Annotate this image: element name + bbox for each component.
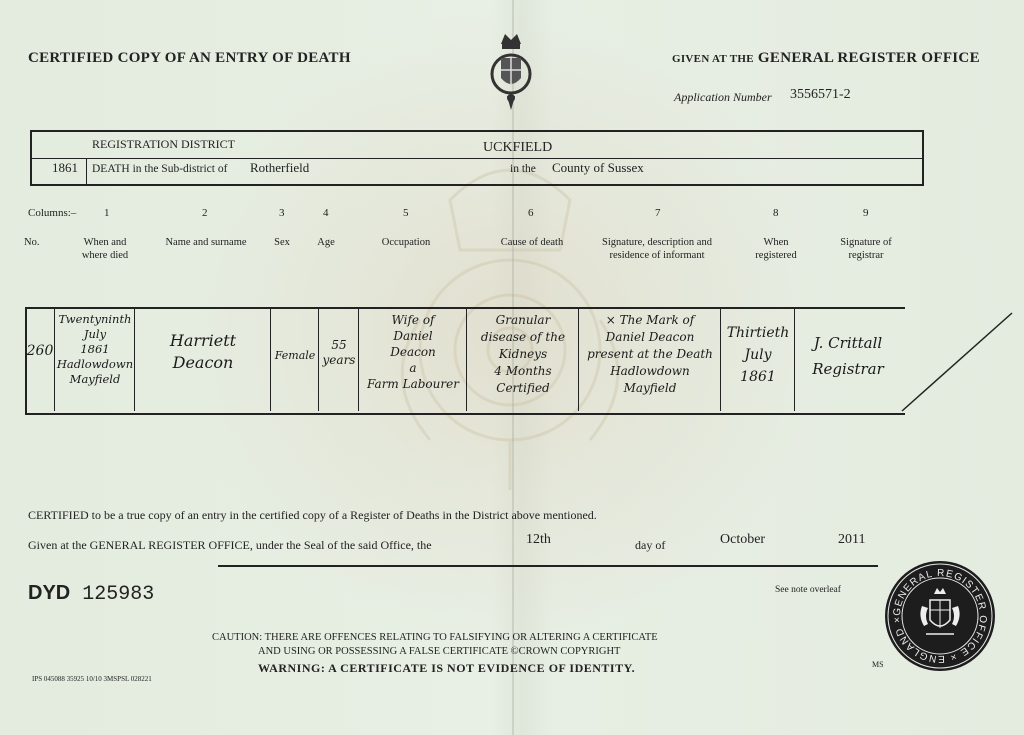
entry-registrar-signature: J. Crittall Registrar [812, 334, 884, 378]
application-number: 3556571-2 [790, 87, 851, 102]
certificate-serial: DYD 125983 [28, 582, 155, 606]
column-number: 9 [863, 207, 869, 219]
subdistrict-label: DEATH in the Sub-district of [92, 163, 228, 175]
column-header-no: No. [24, 237, 40, 248]
entry-when-registered: Thirtieth July 1861 [726, 325, 790, 385]
column-number: 3 [279, 207, 285, 219]
column-header-when-where: When and where died [81, 237, 129, 261]
office-name: GENERAL REGISTER OFFICE [757, 50, 980, 66]
certification-statement: CERTIFIED to be a true copy of an entry in the certified copy of a Register of Deaths in the District above mentioned. [28, 508, 597, 522]
columns-label: Columns:– [28, 207, 77, 219]
day-of-label: day of [635, 538, 666, 552]
column-number: 1 [104, 207, 110, 219]
royal-crest-icon [485, 30, 537, 114]
column-number: 5 [403, 207, 409, 219]
column-header-registrar: Signature of registrar [840, 237, 892, 261]
entry-cause-of-death: Granular disease of the Kidneys 4 Months Certified [480, 313, 566, 395]
given-at-label: GIVEN AT THE [672, 53, 754, 65]
column-header-name: Name and surname [165, 237, 247, 248]
column-header-occupation: Occupation [381, 237, 431, 248]
registration-district-label: REGISTRATION DISTRICT [92, 137, 235, 151]
certificate-title: CERTIFIED COPY OF AN ENTRY OF DEATH [28, 50, 351, 66]
caution-line-2: AND USING OR POSSESSING A FALSE CERTIFICATE ©CROWN COPYRIGHT [258, 646, 621, 657]
column-header-age: Age [317, 237, 335, 248]
given-at-statement: Given at the GENERAL REGISTER OFFICE, under the Seal of the said Office, the [28, 538, 432, 552]
column-number: 8 [773, 207, 779, 219]
see-note-overleaf: See note overleaf [775, 585, 841, 595]
column-header-cause: Cause of death [500, 237, 564, 248]
seal-text: GENERAL REGISTER OFFICE × ENGLAND × [891, 567, 989, 665]
general-register-office-heading [672, 50, 980, 67]
column-number: 7 [655, 207, 661, 219]
in-the-label: in the [510, 163, 536, 175]
print-code: IPS 045088 35925 10/10 3MSPSL 028221 [32, 675, 152, 683]
registration-year: 1861 [52, 160, 78, 175]
closing-diagonal-line [900, 307, 1015, 413]
column-number: 4 [323, 207, 329, 219]
certification-month: October [720, 532, 766, 547]
column-number: 2 [202, 207, 208, 219]
general-register-office-seal-icon [884, 560, 996, 672]
warning-line: WARNING: A CERTIFICATE IS NOT EVIDENCE OF IDENTITY. [258, 661, 636, 675]
column-number: 6 [528, 207, 534, 219]
entry-occupation: Wife of Daniel Deacon a Farm Labourer [367, 313, 459, 391]
entry-name-surname: Harriett Deacon [169, 331, 237, 372]
certification-year: 2011 [838, 532, 866, 547]
certification-day: 12th [526, 532, 551, 547]
subdistrict-name: Rotherfield [250, 160, 310, 175]
signature-rule [218, 565, 878, 567]
column-header-when-registered: When registered [755, 237, 797, 261]
entry-age: 55 years [322, 338, 356, 367]
county-name: County of Sussex [552, 160, 644, 175]
caution-line-1: CAUTION: THERE ARE OFFENCES RELATING TO FALSIFYING OR ALTERING A CERTIFICATE [212, 632, 658, 643]
entry-when-where-died: Twentyninth July 1861 Hadlowdown Mayfield [56, 312, 134, 386]
registration-district-name: UCKFIELD [483, 140, 553, 155]
column-header-informant: Signature, description and residence of informant [602, 237, 712, 261]
entry-informant: × The Mark of Daniel Deacon present at the Death Hadlowdown Mayfield [587, 313, 713, 395]
entry-number: 260 [26, 343, 54, 359]
entry-sex: Female [274, 349, 316, 362]
application-number-label: Application Number [674, 90, 772, 104]
ms-mark: MS [872, 660, 884, 669]
column-header-sex: Sex [274, 237, 290, 248]
